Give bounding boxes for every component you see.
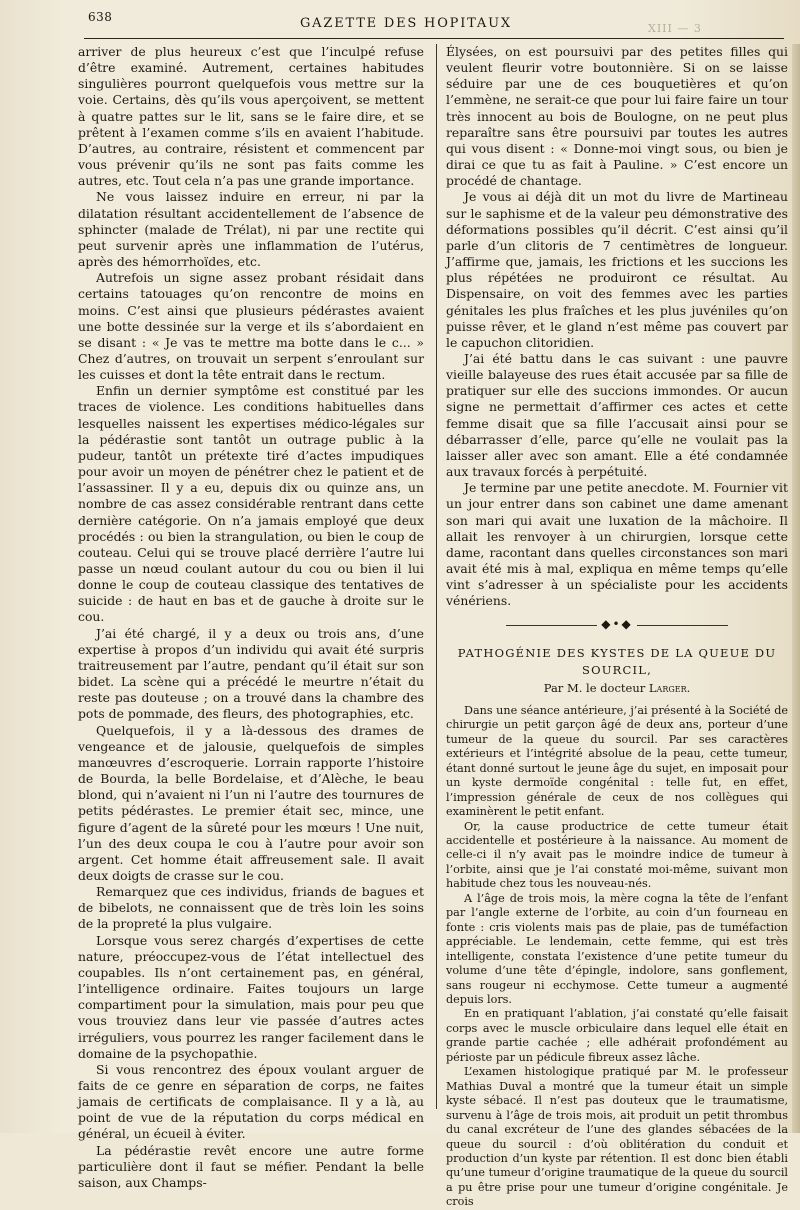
page-header xyxy=(0,0,800,46)
byline-prefix: Par M. le docteur xyxy=(543,680,646,695)
paragraph: arriver de plus heureux c’est que l’inculpé refuse d’être examiné. Autrement, certaines habitudes singulières pourront quelquefois vous mettre sur la voie. Certains, dès qu’ils vous aperçoivent, se mettent à quatre pattes sur le lit, sans se le faire dire, et se prêtent à l’examen comme s’ils en avaient l’habitude. D’autres, au contraire, résistent et commencent par vous prévenir qu’ils ne sont pas faits comme les autres, etc. Tout cela n’a pas une grande importance. xyxy=(78,44,424,189)
paragraph: Je vous ai déjà dit un mot du livre de Martineau sur le saphisme et de la valeur peu démonstrative des déformations possibles qu’il décrit. C’est ainsi qu’il parle d’un clitoris de 7 centimètres de longueur. J’affirme que, jamais, les frictions et les succions les plus répétées ne produiront ce résultat. Au Dispensaire, on voit des femmes avec les parties génitales les plus fraîches et les plus juvéniles qu’on puisse rêver, et le gland n’est même pas couvert par le capuchon clitoridien. xyxy=(446,189,788,350)
paragraph: J’ai été chargé, il y a deux ou trois ans, d’une expertise à propos d’un individu qui avait été surpris traitreusement par l’autre, pendant qu’il était sur son bidet. La scène qui a précédé le meurtre n’était du reste pas douteuse ; on a trouvé dans la chambre des pots de pommade, des fleurs, des photographies, etc. xyxy=(78,625,424,722)
paragraph: J’ai été battu dans le cas suivant : une pauvre vieille balayeuse des rues était accusée par sa fille de pratiquer sur elle des succions immondes. Or aucun signe ne permettait d’affirmer ces actes et cette femme disait que sa fille l’accusait ainsi pour se débarrasser d’elle, parce qu’elle ne voulait pas la laisser aller avec son amant. Elle a été condamnée aux travaux forcés à perpétuité. xyxy=(446,350,788,480)
left-column xyxy=(78,44,424,1191)
paragraph: Élysées, on est poursuivi par des petites filles qui veulent fleurir votre boutonnière. Si on se laisse séduire par une de ces bouquetières et qu’on l’emmène, ne serait-ce que pour lui faire faire un tour très innocent au bois de Boulogne, on ne peut plus reparaître sans être poursuivi par toutes les autres qui vous disent : « Donne-moi vingt sous, ou bien je dirai ce que tu as fait à Pauline. » C’est encore un procédé de chantage. xyxy=(446,44,788,189)
paragraph: Enfin un dernier symptôme est constitué par les traces de violence. Les conditions habituelles dans lesquelles naissent les expertises médico-légales sur la pédérastie sont tantôt un outrage public à la pudeur, tantôt un prétexte tiré d’actes impudiques pour avoir un moyen de pénétrer chez le patient et de l’assassiner. Il y a eu, depuis dix ou quinze ans, un nombre de cas assez considérable rentrant dans cette dernière catégorie. On n’a jamais employé que deux procédés : ou bien la strangulation, ou bien le coup de couteau. Celui qui se trouve placé derrière l’autre lui passe un nœud coulant autour du cou ou bien il lui donne le coup de couteau classique des tentatives de suicide : de haut en bas et de gauche à droite sur le cou. xyxy=(78,383,424,625)
paragraph: La pédérastie revêt encore une autre forme particulière dont il faut se méfier. Pendant la belle saison, aux Champs- xyxy=(78,1142,424,1190)
paragraph: Si vous rencontrez des époux voulant arguer de faits de ce genre en séparation de corps, ne faites jamais de certificats de complaisance. Il y a là, au point de vue de la réputation du corps médical en général, un écueil à éviter. xyxy=(78,1061,424,1142)
column-rule xyxy=(436,44,437,1109)
article-byline xyxy=(446,680,788,696)
page-edge-shadow xyxy=(792,44,800,1133)
paragraph: Dans une séance antérieure, j’ai présenté à la Société de chirurgie un petit garçon âgé de deux ans, porteur d’une tumeur de la queue du sourcil. Par ses caractères extérieurs et l’intégrité absolue de la peau, cette tumeur, étant donné surtout le jeune âge du sujet, en imposait pour un kyste dermoïde congénital : telle fut, en effet, l’impression générale de ceux de nos collègues qui examinèrent le petit enfant. xyxy=(446,703,788,819)
running-head: GAZETTE DES HOPITAUX xyxy=(300,16,512,31)
article-body xyxy=(446,704,788,1210)
bleed-through-text: XIII — 3 xyxy=(648,22,702,35)
paragraph: A l’âge de trois mois, la mère cogna la tête de l’enfant par l’angle externe de l’orbite, au coin d’un fourneau en fonte : cris violents mais pas de plaie, pas de tuméfaction appréciable. Le lendemain, cette femme, qui est très intelligente, constata l’existence d’une petite tumeur du volume d’une tête d’épingle, indolore, sans gonflement, sans rougeur ni ecchymose. Cette tumeur a augmenté depuis lors. xyxy=(446,891,788,1006)
paragraph: Quelquefois, il y a là-dessous des drames de vengeance et de jalousie, quelquefois de simples manœuvres d’escroquerie. Lorrain rapporte l’histoire de Bourda, la belle Bordelaise, et d’Alèche, le beau blond, qui n’avaient ni l’un ni l’autre des tournures de petits pédérastes. Le premier était sec, mince, une figure d’agent de la sûreté pour les mœurs ! Une nuit, l’un des deux coupa le cou à l’autre pour avoir son argent. Cet homme était affreusement sale. Il avait deux doigts de crasse sur le cou. xyxy=(78,722,424,883)
section-divider xyxy=(446,615,788,637)
divider-ornament: ◆•◆ xyxy=(446,616,788,632)
page-number: 638 xyxy=(88,10,113,24)
paragraph: Ne vous laissez induire en erreur, ni par la dilatation résultant accidentellement de l’absence de sphincter (malade de Trélat), ni par une rectite qui peut survenir après une inflammation de l’utérus, après des hémorrhoïdes, etc. xyxy=(78,189,424,270)
paragraph: L’examen histologique pratiqué par M. le professeur Mathias Duval a montré que la tumeur était un simple kyste sébacé. Il n’est pas douteux que le traumatisme, survenu à l’âge de trois mois, ait produit un petit thrombus du canal excréteur de l’une des glandes sébacées de la queue du sourcil : d’où oblitération du conduit et production d’un kyste par rétention. Il est donc bien établi qu’une tumeur d’origine traumatique de la queue du sourcil a pu être prise pour une tumeur d’origine congénitale. Je crois xyxy=(446,1065,788,1209)
right-column xyxy=(446,44,788,1210)
author-name: Larger. xyxy=(648,680,691,695)
paragraph: Lorsque vous serez chargés d’expertises de cette nature, préoccupez-vous de l’état intellectuel des coupables. Ils n’ont certainement pas, en général, l’intelligence ordinaire. Faites toujours un large compartiment pour la simulation, mais pour peu que vous trouviez dans leur vie passée d’autres actes irréguliers, vous pourrez les ranger facilement dans le domaine de la psychopathie. xyxy=(78,932,424,1061)
paragraph: En en pratiquant l’ablation, j’ai constaté qu’elle faisait corps avec le muscle orbiculaire dans lequel elle était en grande partie cachée ; elle adhérait profondément au périoste par un pédicule fibreux assez lâche. xyxy=(446,1007,788,1064)
paragraph: Remarquez que ces individus, friands de bagues et de bibelots, ne connaissent que de très loin les soins de la propreté la plus vulgaire. xyxy=(78,884,424,932)
header-rule xyxy=(84,38,784,39)
paragraph: Je termine par une petite anecdote. M. Fournier vit un jour entrer dans son cabinet une dame amenant son mari qui avait une luxation de la mâchoire. Il allait les renvoyer à un chirurgien, lorsque cette dame, racontant dans quelles circonstances son mari avait été mis à mal, expliqua en même temps qu’elle vint s’adresser à un spécialiste pour les accidents vénériens. xyxy=(446,480,788,609)
paragraph: Autrefois un signe assez probant résidait dans certains tatouages qu’on rencontre de moins en moins. C’est ainsi que plusieurs pédérastes avaient une botte dessinée sur la verge et ils s’abordaient en se disant : « Je vas te mettre ma botte dans le c... » Chez d’autres, on trouvait un serpent s’enroulant sur les cuisses et dont la tête entrait dans le rectum. xyxy=(78,270,424,383)
paragraph: Or, la cause productrice de cette tumeur était accidentelle et postérieure à la naissance. Au moment de celle-ci il n’y avait pas le moindre indice de tumeur à l’orbite, ainsi que je l’ai constaté moi-même, suivant mon habitude chez tous les nouveau-nés. xyxy=(446,819,788,891)
article-title: PATHOGÉNIE DES KYSTES DE LA QUEUE DU SOURCIL, xyxy=(457,646,777,677)
